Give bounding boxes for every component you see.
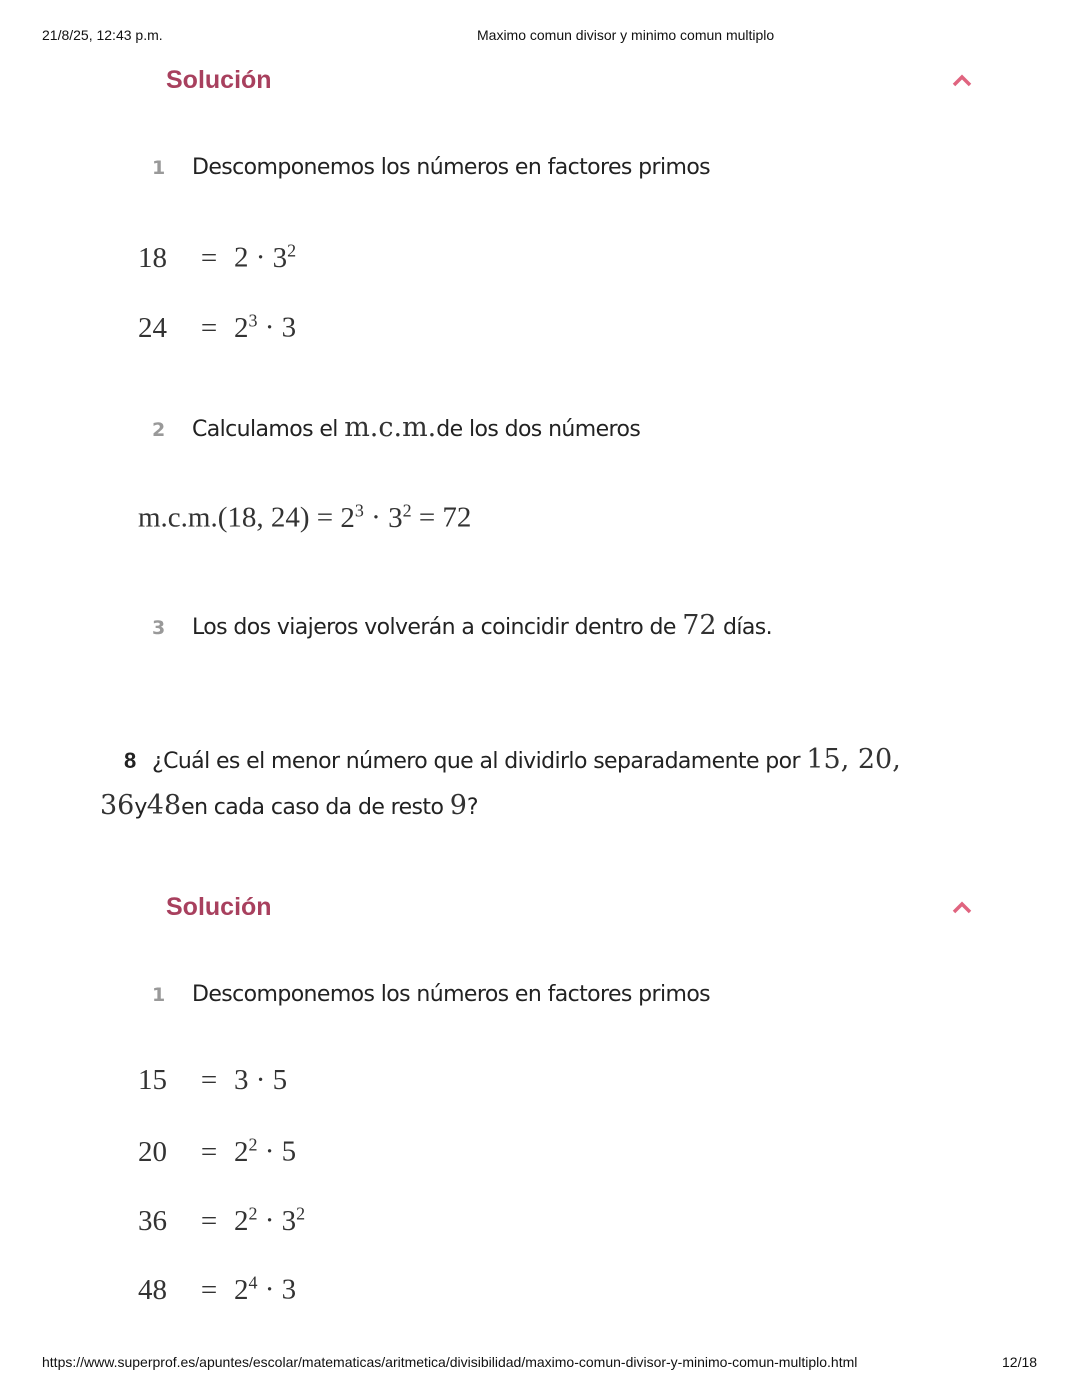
chevron-up-icon[interactable]	[950, 69, 974, 93]
equals-sign: =	[200, 1204, 218, 1237]
solution-heading: Solución	[166, 66, 272, 94]
step-1	[152, 982, 710, 1007]
equation-rhs	[234, 1136, 296, 1168]
step-1	[152, 155, 710, 180]
math-term: m.c.m.(18, 24) =	[138, 501, 341, 534]
text-segment: Descomponemos los números en factores primos	[192, 155, 711, 180]
chevron-up-icon[interactable]	[950, 896, 974, 920]
math-term: ·	[248, 241, 273, 274]
step-number: 3	[152, 617, 165, 639]
solution-heading: Solución	[166, 893, 272, 921]
equals-sign: =	[200, 1273, 218, 1306]
inline-math: 48	[146, 790, 182, 821]
equation-lhs: 36	[138, 1204, 167, 1237]
exponent: 2	[402, 500, 412, 520]
equals-sign: =	[200, 241, 218, 274]
math-term: ·	[257, 1273, 282, 1306]
inline-math: 9	[449, 790, 467, 821]
equation-row	[138, 310, 296, 345]
equation-rhs	[234, 242, 296, 274]
equation-lhs: 48	[138, 1273, 167, 1306]
exponent: 4	[248, 1272, 258, 1292]
math-term: $2^3$	[234, 310, 258, 344]
math-term: 2	[234, 241, 249, 274]
exponent: 2	[296, 1203, 306, 1223]
step-2	[152, 412, 640, 443]
page-title: Maximo comun divisor y minimo comun multiplo	[477, 27, 775, 43]
step-3	[152, 610, 772, 641]
math-term: $2^2$	[234, 1134, 258, 1168]
inline-math: 72	[682, 610, 717, 641]
text-segment: Descomponemos los números en factores primos	[192, 982, 711, 1007]
equation-lhs: 20	[138, 1135, 167, 1168]
exponent: 2	[248, 1203, 258, 1223]
equation-row	[138, 1064, 287, 1097]
lcm-result	[138, 500, 471, 535]
math-term: ·	[257, 1135, 282, 1168]
math-term: ·	[248, 1064, 273, 1096]
step-number: 1	[152, 984, 165, 1006]
math-term: ·	[257, 311, 282, 344]
equation-rhs	[234, 312, 296, 344]
step-number: 2	[152, 419, 165, 441]
text-segment: ?	[466, 795, 478, 820]
inline-math: m.c.m.	[344, 412, 437, 443]
math-term: 3	[281, 1273, 297, 1306]
page-url: https://www.superprof.es/apuntes/escolar/matematicas/aritmetica/divisibilidad/maximo-comun-divisor-y-minimo-comun-multiplo.html	[42, 1354, 858, 1370]
math-term: $2^4$	[234, 1272, 258, 1306]
equals-sign: =	[200, 1135, 218, 1168]
page-number: 12/18	[1002, 1354, 1038, 1370]
math-term: ·	[363, 501, 389, 534]
question-number: 8	[124, 748, 137, 773]
exponent: 3	[354, 500, 364, 520]
print-datetime: 21/8/25, 12:43 p.m.	[42, 27, 163, 43]
question-8	[100, 738, 980, 830]
equation-rhs	[234, 1205, 305, 1237]
exponent: 2	[248, 1134, 258, 1154]
equation-row	[138, 1272, 296, 1307]
equation-lhs: 15	[138, 1064, 167, 1096]
text-segment: de los dos números	[436, 417, 641, 442]
math-term: 5	[281, 1135, 297, 1168]
equation-lhs: 18	[138, 241, 167, 274]
text-segment: Los dos viajeros volverán a coincidir dentro de	[192, 615, 683, 640]
text-segment: ¿Cuál es el menor número que al dividirlo separadamente por	[152, 749, 807, 774]
equation-rhs	[234, 1274, 296, 1306]
math-term: 3	[281, 311, 297, 344]
math-term: $3^2$	[272, 240, 297, 274]
text-segment: en cada caso da de resto	[181, 795, 450, 820]
math-term: 3	[234, 1064, 249, 1096]
math-term: $2^2$	[234, 1203, 258, 1237]
math-term: = 72	[411, 501, 472, 534]
equals-sign: =	[200, 1064, 218, 1096]
math-term: $3^2$	[281, 1203, 306, 1237]
equation-lhs: 24	[138, 311, 167, 344]
equation-row	[138, 240, 296, 275]
equation-row	[138, 1203, 305, 1238]
equation-rhs	[234, 1064, 287, 1096]
text-segment: días.	[716, 615, 772, 640]
text-segment: Calculamos el	[192, 417, 345, 442]
math-term: ·	[257, 1204, 282, 1237]
math-term: 5	[272, 1064, 288, 1096]
equation-row	[138, 1134, 296, 1169]
text-segment: y	[134, 795, 147, 820]
exponent: 3	[248, 310, 258, 330]
math-term: $2^3$	[340, 500, 364, 534]
step-number: 1	[152, 157, 165, 179]
exponent: 2	[287, 240, 297, 260]
math-term: $3^2$	[388, 500, 412, 534]
inline-math: 15, 20, 36	[100, 744, 901, 821]
equals-sign: =	[200, 311, 218, 344]
